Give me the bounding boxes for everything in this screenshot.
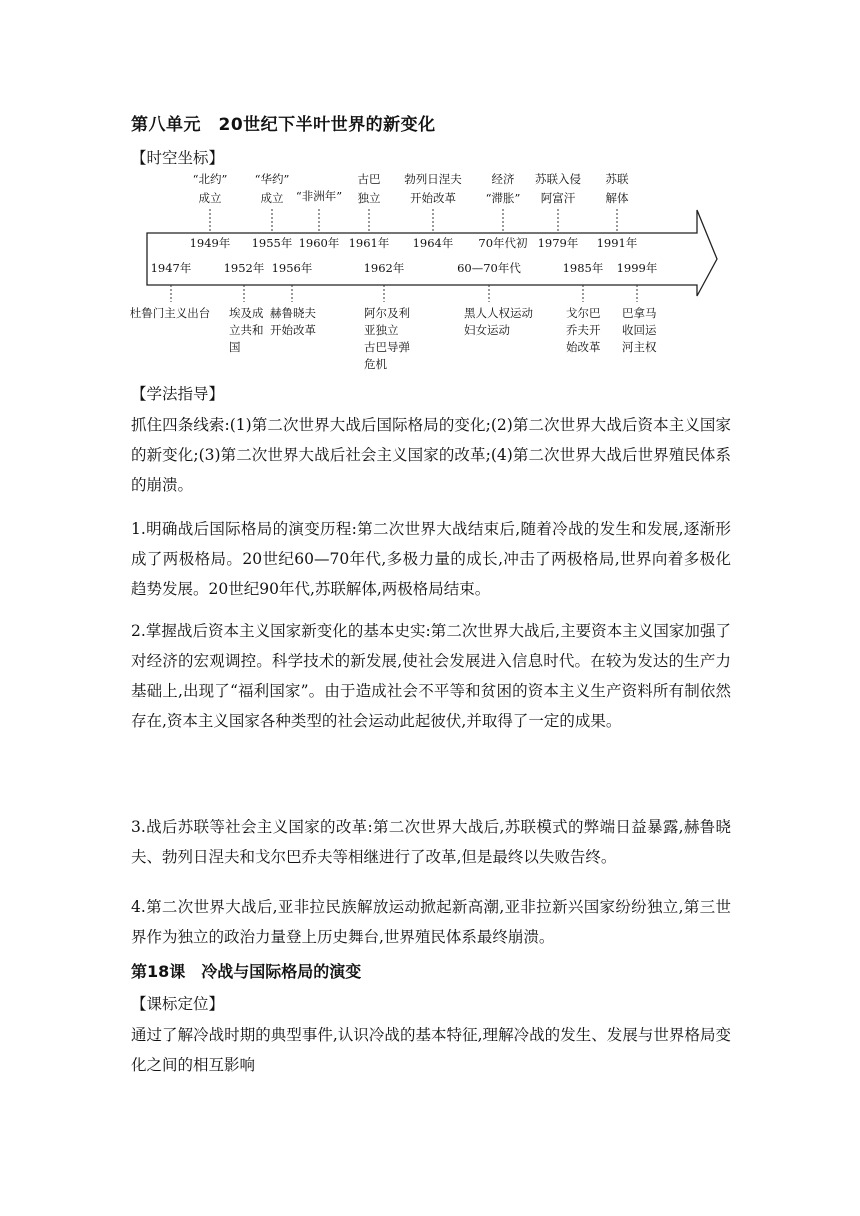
method-heading: 【学法指导】 (131, 385, 225, 403)
bottom-event-year: 1956年 (271, 261, 313, 275)
bottom-event-year: 1947年 (150, 261, 192, 275)
top-event-label: “华约” (254, 172, 290, 186)
top-event-year: 1955年 (251, 236, 293, 250)
top-event-label: 解体 (605, 191, 629, 205)
top-event-label: “非洲年” (295, 189, 343, 203)
bottom-event-label: 始改革 (566, 340, 601, 354)
top-event-year: 1991年 (596, 236, 638, 250)
bottom-event-label: 河主权 (622, 340, 657, 354)
paragraph-point-2: 2.掌握战后资本主义国家新变化的基本史实:第二次世界大战后,主要资本主义国家加强了对经济的宏观调控。科学技术的新发展,使社会发展进入信息时代。在较为发达的生产力基础上,出现了“福利国家”。由于造成社会不平等和贫困的资本主义生产资料所有制依然存在,资本主义国家各种类型的社会运动此起彼伏,并取得了一定的成果。 (131, 622, 731, 730)
top-event-year: 1979年 (537, 236, 579, 250)
top-event-label: 阿富汗 (540, 191, 576, 205)
paragraph-clues: 抓住四条线索:(1)第二次世界大战后国际格局的变化;(2)第二次世界大战后资本主义国家的新变化;(3)第二次世界大战后社会主义国家的改革;(4)第二次世界大战后世界殖民体系的崩溃。 (131, 416, 731, 494)
top-event-label: 开始改革 (410, 191, 456, 205)
top-event-label: 苏联入侵 (535, 172, 581, 186)
top-event-year: 1960年 (298, 236, 340, 250)
top-event-year: 1949年 (189, 236, 231, 250)
bottom-event-label: 立共和 (229, 323, 264, 337)
paragraph-point-1: 1.明确战后国际格局的演变历程:第二次世界大战结束后,随着冷战的发生和发展,逐渐形成了两极格局。20世纪60—70年代,多极力量的成长,冲击了两极格局,世界向着多极化趋势发展。20世纪90年代,苏联解体,两极格局结束。 (131, 520, 731, 598)
bottom-event-label: 阿尔及利 (364, 306, 410, 320)
top-event-label: 成立 (198, 191, 222, 205)
top-event-label: 苏联 (605, 172, 629, 186)
top-event-label: 古巴 (357, 172, 381, 186)
bottom-event-label: 戈尔巴 (566, 306, 601, 320)
paragraph-point-4: 4.第二次世界大战后,亚非拉民族解放运动掀起新高潮,亚非拉新兴国家纷纷独立,第三世界作为独立的政治力量登上历史舞台,世界殖民体系最终崩溃。 (131, 898, 731, 946)
top-event-year: 70年代初 (478, 236, 528, 250)
lesson-title: 第18课 冷战与国际格局的演变 (131, 962, 362, 981)
bottom-event-label: 巴拿马 (622, 306, 657, 320)
top-event-label: 成立 (260, 191, 284, 205)
timeline-arrow (147, 210, 717, 296)
bottom-event-label: 杜鲁门主义出台 (129, 306, 211, 320)
bottom-event-year: 1962年 (363, 261, 405, 275)
timeline-heading: 【时空坐标】 (131, 149, 225, 167)
top-event-label: 勃列日涅夫 (404, 172, 462, 186)
top-event-label: “滞胀” (485, 191, 521, 205)
top-event-year: 1964年 (412, 236, 454, 250)
standard-heading: 【课标定位】 (131, 995, 225, 1013)
bottom-event-year: 1952年 (223, 261, 265, 275)
bottom-event-label: 开始改革 (270, 323, 316, 337)
bottom-event-label: 亚独立 (364, 323, 399, 337)
paragraph-point-3: 3.战后苏联等社会主义国家的改革:第二次世界大战后,苏联模式的弊端日益暴露,赫鲁晓夫、勃列日涅夫和戈尔巴乔夫等相继进行了改革,但是最终以失败告终。 (131, 818, 731, 866)
bottom-event-label: 赫鲁晓夫 (270, 306, 316, 320)
bottom-event-year: 1985年 (562, 261, 604, 275)
bottom-event-label: 危机 (364, 357, 387, 371)
bottom-event-year: 60—70年代 (457, 261, 521, 275)
top-event-year: 1961年 (348, 236, 390, 250)
bottom-event-label: 乔夫开 (566, 323, 601, 337)
unit-title: 第八单元 20世纪下半叶世界的新变化 (131, 115, 436, 135)
bottom-event-year: 1999年 (616, 261, 658, 275)
bottom-event-label: 妇女运动 (464, 323, 510, 337)
top-event-label: 独立 (357, 191, 381, 205)
bottom-event-label: 黑人人权运动 (464, 306, 533, 320)
bottom-event-label: 古巴导弹 (364, 340, 410, 354)
bottom-event-label: 埃及成 (229, 306, 264, 320)
bottom-event-label: 国 (229, 340, 241, 354)
standard-text: 通过了解冷战时期的典型事件,认识冷战的基本特征,理解冷战的发生、发展与世界格局变化之间的相互影响 (131, 1026, 731, 1074)
top-event-label: “北约” (192, 172, 228, 186)
timeline-diagram (0, 0, 860, 380)
top-event-label: 经济 (491, 172, 515, 186)
bottom-event-label: 收回运 (622, 323, 657, 337)
